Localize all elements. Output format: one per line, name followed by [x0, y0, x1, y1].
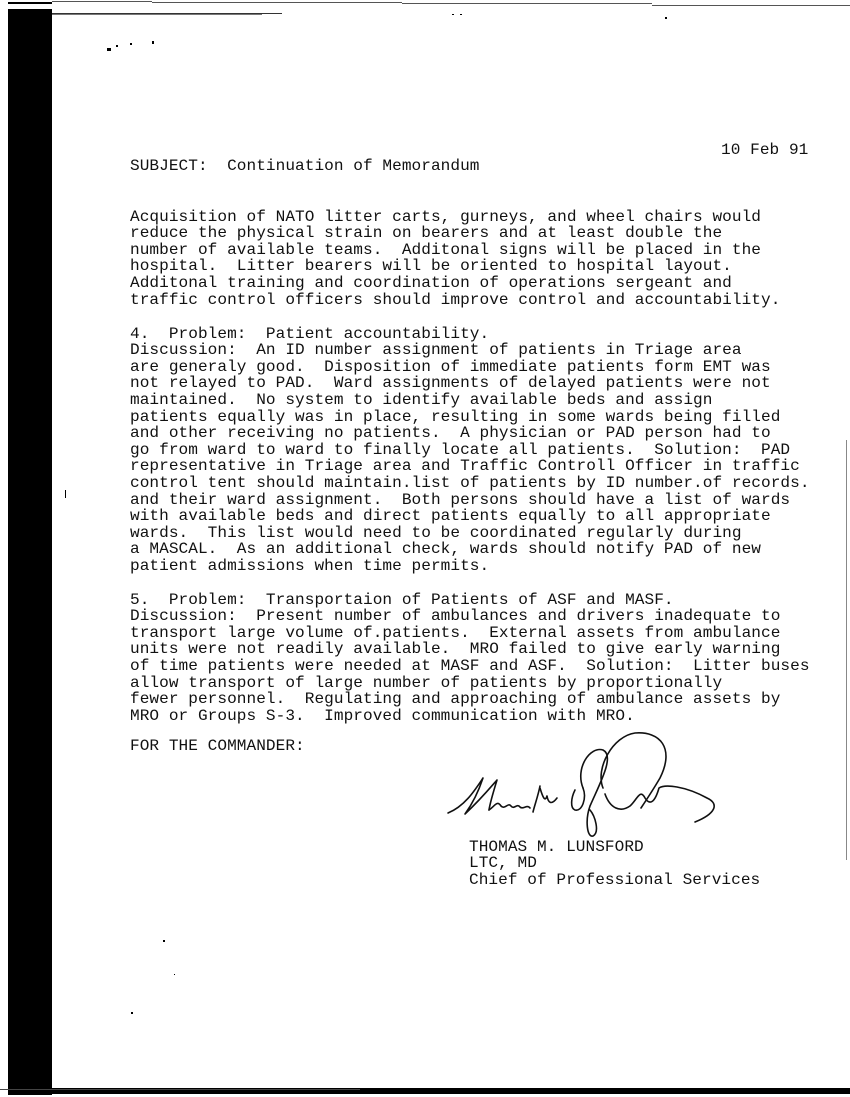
text-line: number of available teams. Additonal signs will be placed in the — [130, 240, 762, 259]
scan-speck — [163, 940, 165, 942]
scan-speck — [452, 14, 454, 15]
text-line: not relayed to PAD. Ward assignments of delayed patients were not — [130, 374, 771, 393]
scan-top-edge — [652, 5, 850, 6]
scan-left-border — [8, 2, 52, 1095]
signature-stroke — [572, 788, 585, 810]
scan-speck — [130, 43, 132, 45]
text-line: Acquisition of NATO litter carts, gurneys, and wheel chairs would — [130, 207, 762, 226]
text-line: and other receiving no patients. A physician or PAD person had to — [130, 424, 771, 443]
signer-title: Chief of Professional Services — [469, 870, 761, 889]
scan-speck — [116, 45, 118, 47]
paragraph-acquisition — [130, 192, 780, 325]
text-line: of time patients were needed at MASF and ASF. Solution: Litter buses — [130, 656, 810, 675]
scan-top-edge — [52, 1, 152, 2]
signer-rank: LTC, MD — [469, 854, 537, 873]
scan-right-edge — [846, 440, 847, 860]
header-rule — [52, 14, 262, 15]
signer-block — [469, 822, 760, 905]
text-line: patients equally was in place, resulting in some wards being filled — [130, 407, 781, 426]
closing-line: FOR THE COMMANDER: — [130, 737, 305, 755]
scan-speck — [174, 974, 175, 975]
scan-speck — [665, 17, 667, 19]
text-line: units were not readily available. MRO failed to give early warning — [130, 640, 781, 659]
text-line: Additonal training and coordination of operations sergeant and — [130, 273, 732, 292]
text-line: reduce the physical strain on bearers and at least double the — [130, 224, 723, 243]
scan-top-edge — [152, 2, 402, 3]
paragraph-problem-5 — [130, 575, 810, 741]
text-line: Discussion: An ID number assignment of patients in Triage area — [130, 341, 742, 360]
scan-bottom-edge — [0, 1089, 360, 1090]
memo-subject — [130, 158, 480, 175]
paragraph-problem-4 — [130, 309, 810, 591]
scan-top-edge — [402, 3, 652, 4]
scan-speck — [131, 1012, 133, 1014]
text-line: MRO or Groups S-3. Improved communication with MRO. — [130, 706, 635, 725]
text-line: Discussion: Present number of ambulances and drivers inadequate to — [130, 607, 781, 626]
signature-stroke — [533, 786, 557, 812]
text-line: patient admissions when time permits. — [130, 556, 490, 575]
text-line: and their ward assignment. Both persons should have a list of wards — [130, 490, 791, 509]
text-line: transport large volume of.patients. External assets from ambulance — [130, 623, 781, 642]
subject-label: SUBJECT: — [130, 157, 208, 175]
text-line: representative in Triage area and Traffic Controll Officer in traffic — [130, 457, 800, 476]
signature-stroke — [489, 803, 530, 810]
text-line: fewer personnel. Regulating and approaching of ambulance assets by — [130, 690, 781, 709]
text-line: are generaly good. Disposition of immediate patients form EMT was — [130, 357, 771, 376]
text-line: hospital. Litter bearers will be oriented to hospital layout. — [130, 257, 732, 276]
text-line: control tent should maintain.list of patients by ID number.of records. — [130, 473, 810, 492]
text-line: 4. Problem: Patient accountability. — [130, 324, 490, 343]
scan-speck — [460, 14, 462, 15]
text-line: a MASCAL. As an additional check, wards should notify PAD of new — [130, 540, 762, 559]
signature-stroke — [605, 786, 714, 822]
text-line: allow transport of large number of patients by proportionally — [130, 673, 723, 692]
text-line: maintained. No system to identify available beds and assign — [130, 390, 713, 409]
scan-speck — [107, 48, 111, 51]
subject-text: Continuation of Memorandum — [207, 157, 480, 175]
memo-date: 10 Feb 91 — [721, 141, 809, 159]
text-line: 5. Problem: Transportaion of Patients of ASF and MASF. — [130, 590, 674, 609]
scan-border-notch — [8, 4, 52, 9]
scan-speck — [65, 490, 66, 498]
text-line: traffic control officers should improve control and accountability. — [130, 290, 781, 309]
signer-name: THOMAS M. LUNSFORD — [469, 837, 644, 856]
text-line: go from ward to ward to finally locate all patients. Solution: PAD — [130, 440, 791, 459]
scan-speck — [152, 41, 154, 44]
text-line: with available beds and direct patients equally to all appropriate — [130, 507, 771, 526]
text-line: wards. This list would need to be coordinated regularly during — [130, 523, 742, 542]
